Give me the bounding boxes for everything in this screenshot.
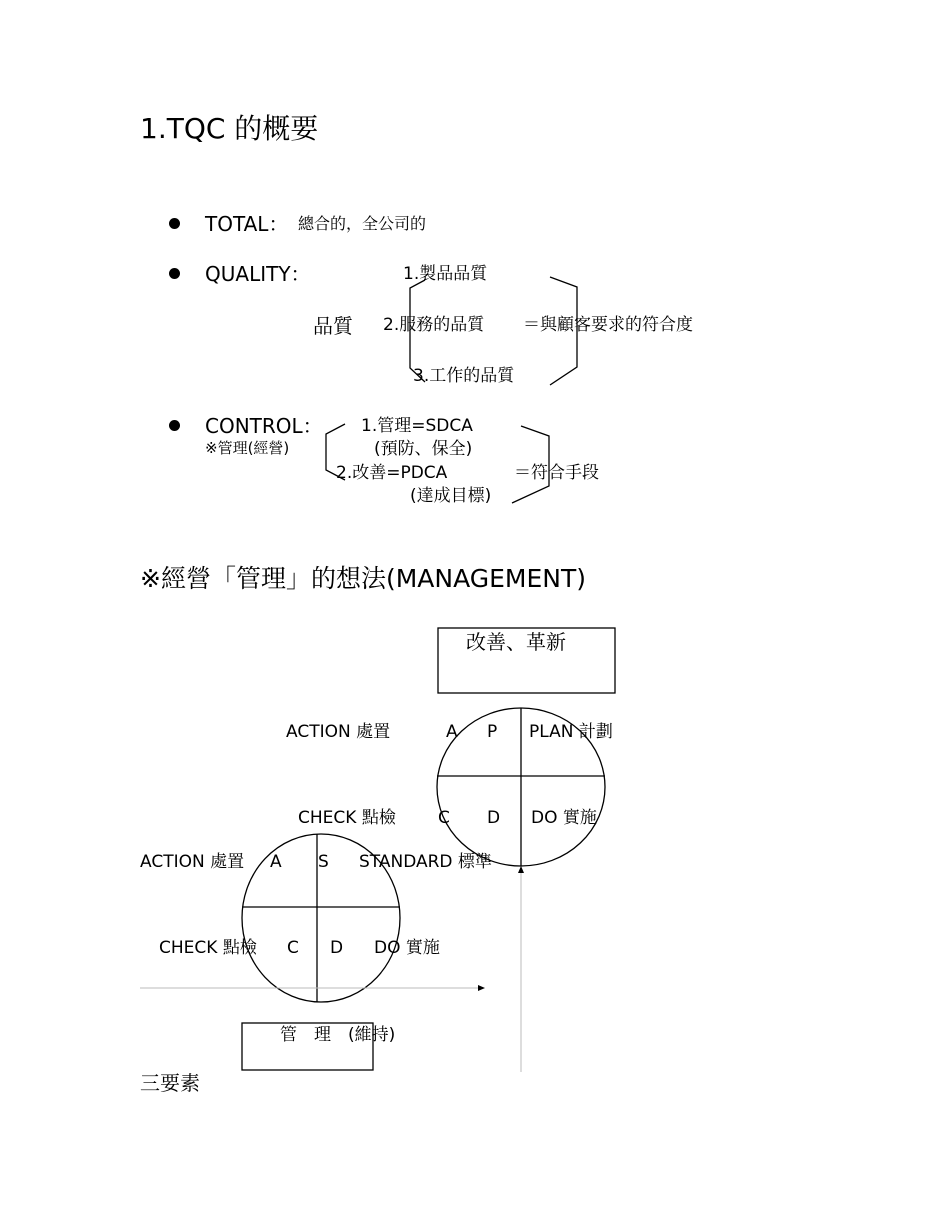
pdca-quadrant-a: A [446, 722, 458, 742]
sdca-standard-label: STANDARD 標準 [359, 852, 492, 872]
pdca-quadrant-d: D [487, 808, 501, 828]
section-title-management: ※經營「管理」的想法(MANAGEMENT) [140, 564, 586, 593]
maintain-label: 管 理 (維持) [280, 1025, 396, 1045]
control-note: ※管理(經營) [205, 439, 290, 457]
footer-three-elements: 三要素 [140, 1071, 200, 1095]
improvement-label: 改善、革新 [466, 630, 566, 654]
control-heading: CONTROL： [205, 414, 323, 438]
quality-item-1: 1.製品品質 [403, 264, 488, 284]
control-item-2: 2.改善=PDCA [336, 463, 448, 483]
quality-item-3: 3.工作的品質 [413, 366, 515, 386]
pdca-quadrant-p: P [487, 722, 498, 742]
sdca-quadrant-a: A [270, 852, 282, 872]
quality-label: 品質 [313, 314, 353, 338]
total-heading: TOTAL： [205, 212, 289, 236]
control-result: ＝符合手段 [514, 463, 599, 483]
total-description: 總合的，全公司的 [298, 214, 427, 233]
quality-item-2: 2.服務的品質 [383, 315, 485, 335]
page-title: 1.TQC 的概要 [140, 112, 319, 145]
sdca-quadrant-s: S [318, 852, 329, 872]
control-item-1-sub: (預防、保全) [374, 439, 473, 459]
bullet-dot [169, 268, 180, 279]
sdca-check-label: CHECK 點檢 [159, 938, 257, 958]
pdca-quadrant-c: C [438, 808, 450, 828]
sdca-quadrant-d: D [330, 938, 344, 958]
sdca-do-label: DO 實施 [374, 938, 440, 958]
quality-result: ＝與顧客要求的符合度 [523, 315, 693, 335]
sdca-action-label: ACTION 處置 [140, 852, 245, 872]
pdca-action-label: ACTION 處置 [286, 722, 391, 742]
control-item-2-sub: (達成目標) [410, 486, 492, 506]
quality-heading: QUALITY： [205, 262, 311, 286]
pdca-check-label: CHECK 點檢 [298, 808, 396, 828]
pdca-do-label: DO 實施 [531, 808, 597, 828]
bullet-dot [169, 218, 180, 229]
control-item-1: 1.管理=SDCA [361, 416, 473, 436]
bullet-dot [169, 420, 180, 431]
sdca-quadrant-c: C [287, 938, 299, 958]
pdca-plan-label: PLAN 計劃 [529, 722, 613, 742]
